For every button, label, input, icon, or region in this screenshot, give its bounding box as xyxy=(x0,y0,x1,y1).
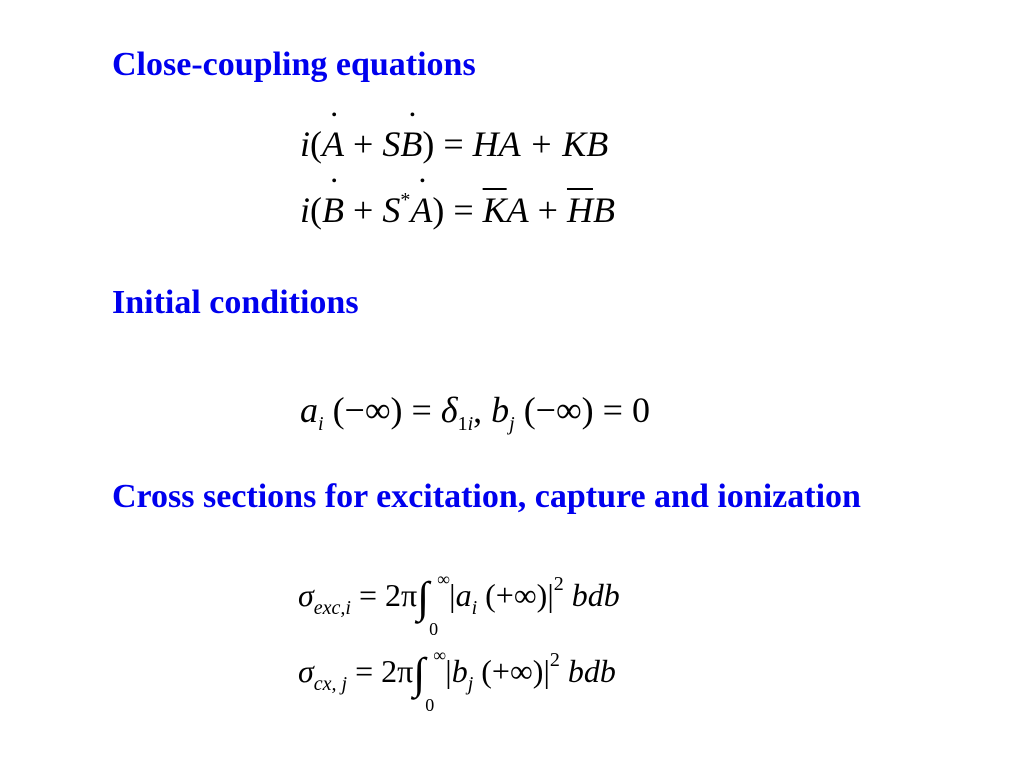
eq5-arg: (+∞) xyxy=(481,653,544,689)
eq3-delta-sub-i: i xyxy=(467,413,474,435)
eq5-lower-limit: 0 xyxy=(425,695,435,715)
eq4-equals: = xyxy=(358,577,378,613)
eq4-arg: (+∞) xyxy=(485,577,548,613)
eq3-delta-sub-1: 1 xyxy=(457,413,468,435)
eq2-star: * xyxy=(400,189,411,211)
eq5-sigma-sub: cx, j xyxy=(313,673,348,695)
eq1-open: ( xyxy=(310,124,323,164)
eq5-b: b xyxy=(451,653,468,689)
eq2-A-dot: • A xyxy=(410,192,432,228)
eq5-integral-sign: ∫ xyxy=(413,649,426,698)
eq4-power: 2 xyxy=(553,573,564,595)
eq4-two-pi: 2π xyxy=(385,577,418,613)
equation-cross-section-capture xyxy=(298,645,616,715)
eq5-b-sub: j xyxy=(467,673,474,695)
eq2-i: i xyxy=(300,190,311,230)
eq2-plus2: + xyxy=(537,190,558,230)
eq5-bdb: bdb xyxy=(567,653,616,689)
eq3-comma: , xyxy=(473,390,483,430)
eq4-a: a xyxy=(455,577,472,613)
eq5-two-pi: 2π xyxy=(381,653,414,689)
eq4-bdb: bdb xyxy=(571,577,620,613)
eq2-A2: A xyxy=(506,190,529,230)
eq2-open: ( xyxy=(310,190,323,230)
eq3-arg1: (−∞) xyxy=(332,390,403,430)
eq2-K-bar: $\overline{K}$ xyxy=(482,190,507,230)
eq2-B2: B xyxy=(592,190,615,230)
eq3-zero: 0 xyxy=(631,390,650,430)
eq5-integral xyxy=(413,645,447,715)
eq3-equals2: = xyxy=(602,390,623,430)
eq4-a-sub: i xyxy=(471,597,478,619)
eq5-sigma: σ xyxy=(298,653,314,689)
eq2-close: ) xyxy=(432,190,445,230)
eq2-H-bar: $\overline{H}$ xyxy=(566,190,593,230)
eq3-b: b xyxy=(491,390,510,430)
eq4-abs-open: | xyxy=(449,577,456,613)
eq1-plus: + xyxy=(353,124,374,164)
equation-initial-conditions xyxy=(300,392,650,434)
eq2-equals: = xyxy=(453,190,474,230)
eq4-lower-limit: 0 xyxy=(429,619,439,639)
eq3-equals: = xyxy=(411,390,432,430)
eq4-integral-sign: ∫ xyxy=(417,573,430,622)
eq4-upper-limit: ∞ xyxy=(437,569,451,589)
eq2-S: S xyxy=(382,190,401,230)
eq1-equals: = xyxy=(443,124,464,164)
equation-close-coupling-1 xyxy=(300,126,608,162)
heading-cross-sections: Cross sections for excitation, capture and ionization xyxy=(112,478,861,515)
equation-close-coupling-2 xyxy=(300,190,615,228)
eq1-A-dot: • A xyxy=(322,126,344,162)
eq4-sigma-sub: exc,i xyxy=(313,597,351,619)
eq3-arg2: (−∞) xyxy=(523,390,594,430)
eq1-rhs: HA + KB xyxy=(472,124,609,164)
heading-initial-conditions: Initial conditions xyxy=(112,284,359,321)
eq5-upper-limit: ∞ xyxy=(433,645,447,665)
eq3-delta: δ xyxy=(440,390,458,430)
eq1-close: ) xyxy=(422,124,435,164)
eq3-a-sub: i xyxy=(318,413,324,435)
eq3-a: a xyxy=(300,390,318,430)
eq3-b-sub: j xyxy=(509,413,515,435)
eq4-sigma: σ xyxy=(298,577,314,613)
eq4-abs-close: | xyxy=(547,577,554,613)
eq4-integral xyxy=(417,569,451,639)
eq1-S: S xyxy=(382,124,401,164)
eq1-i: i xyxy=(300,124,311,164)
eq5-power: 2 xyxy=(549,649,560,671)
eq5-abs-close: | xyxy=(543,653,550,689)
equation-cross-section-excitation xyxy=(298,569,620,639)
heading-close-coupling: Close-coupling equations xyxy=(112,46,476,83)
eq2-B-dot: • B xyxy=(322,192,344,228)
eq5-abs-open: | xyxy=(445,653,452,689)
eq1-B-dot: • B xyxy=(400,126,422,162)
eq5-equals: = xyxy=(355,653,374,689)
eq2-plus: + xyxy=(353,190,374,230)
